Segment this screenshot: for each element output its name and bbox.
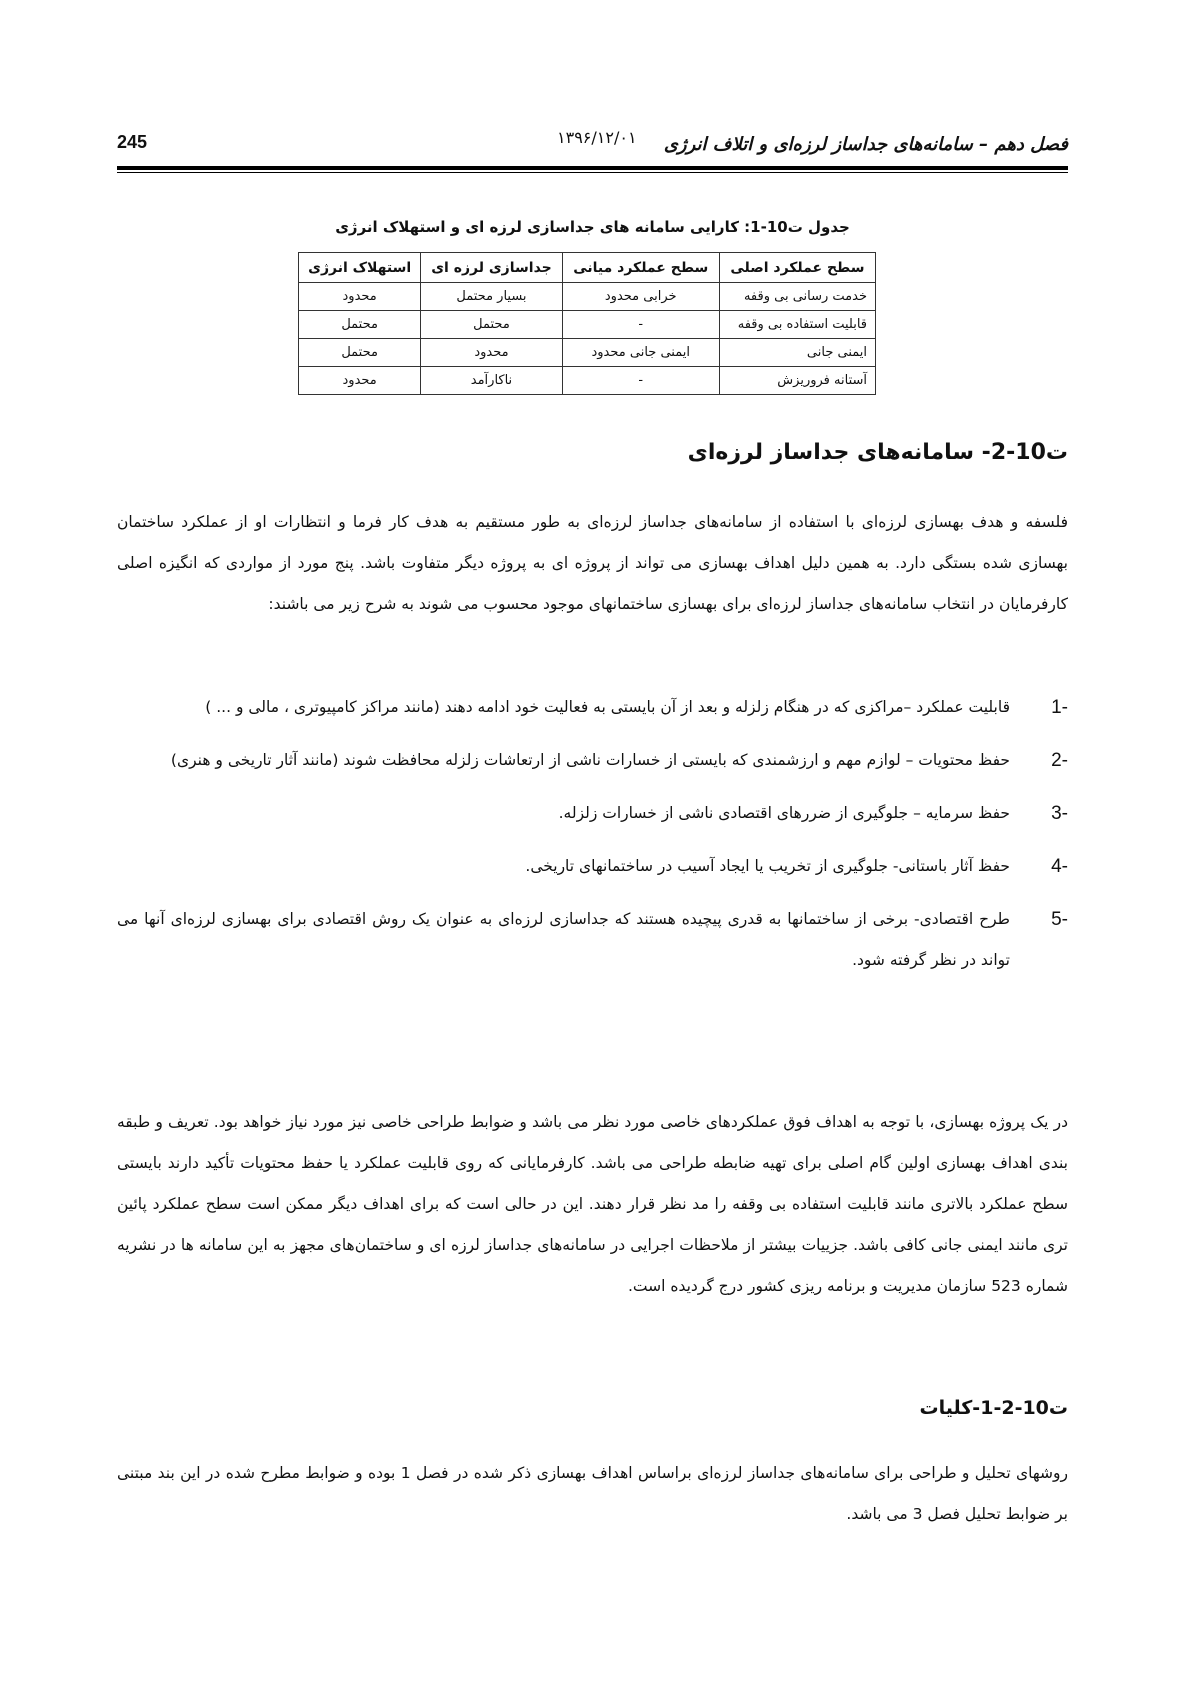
table-header-cell: استهلاک انرژی xyxy=(299,253,421,283)
table-header-row xyxy=(299,253,876,283)
list-item-number: -3 xyxy=(1051,803,1068,824)
table-cell: خدمت رسانی بی وقفه xyxy=(719,283,875,311)
intro-paragraph: فلسفه و هدف بهسازی لرزه‌ای با استفاده از سامانه‌های جداساز لرزه‌ای به طور مستقیم به هدف کار فرما و انتظارات او از عملکرد ساختمان بهسازی شده بستگی دارد. به همین دلیل اهداف بهسازی می تواند از پروژه ای به پروژه دیگر متفاوت باشد. پنج مورد از مواردی که انگیزه اصلی کارفرمایان در انتخاب سامانه‌های جداساز لرزه‌ای برای بهسازی ساختمانهای موجود محسوب می شوند به شرح زیر می باشند: xyxy=(117,513,1068,613)
list-item-text: قابلیت عملکرد –مراکزی که در هنگام زلزله و بعد از آن بایستی به فعالیت خود ادامه دهند (مانند مراکز کامپیوتری ، مالی و ... ) xyxy=(205,698,1010,716)
list-item xyxy=(117,793,1068,834)
table-cell: - xyxy=(562,367,719,395)
table-header-cell: سطح عملکرد اصلی xyxy=(719,253,875,283)
page-header xyxy=(117,128,1068,162)
table-cell: محتمل xyxy=(421,311,562,339)
table-row xyxy=(299,283,876,311)
list-item-number: -1 xyxy=(1051,697,1068,718)
list-item xyxy=(117,740,1068,781)
page-number: 245 xyxy=(117,132,148,152)
table-row xyxy=(299,339,876,367)
chapter-title: فصل دهم – سامانه‌های جداساز لرزه‌ای و اتلاف انرژی xyxy=(663,134,1068,155)
table-cell: بسیار محتمل xyxy=(421,283,562,311)
table-cell: محدود xyxy=(299,283,421,311)
table-cell: آستانه فروریزش xyxy=(719,367,875,395)
table-row xyxy=(299,311,876,339)
header-date: ۱۳۹۶/۱۲/۰۱ xyxy=(557,128,637,147)
subsection-heading: ت10-2-1-کلیات xyxy=(919,1397,1068,1419)
list-item xyxy=(117,687,1068,728)
list-item-text: حفظ سرمایه – جلوگیری از ضررهای اقتصادی ناشی از خسارات زلزله. xyxy=(558,804,1010,822)
table-cell: محدود xyxy=(299,367,421,395)
table-header-cell: جداسازی لرزه ای xyxy=(421,253,562,283)
table-cell: ایمنی جانی xyxy=(719,339,875,367)
table-cell: خرابی محدود xyxy=(562,283,719,311)
list-item xyxy=(117,899,1068,981)
list-item-text: حفظ آثار باستانی- جلوگیری از تخریب یا ایجاد آسیب در ساختمانهای تاریخی. xyxy=(525,857,1010,875)
list-item-text: طرح اقتصادی- برخی از ساختمانها به قدری پیچیده هستند که جداسازی لرزه‌ای به عنوان یک روش اقتصادی برای بهسازی لرزه‌ای آنها می تواند در نظر گرفته شود. xyxy=(117,910,1010,969)
performance-table xyxy=(298,252,876,395)
table-cell: ایمنی جانی محدود xyxy=(562,339,719,367)
table-cell: محتمل xyxy=(299,311,421,339)
list-item xyxy=(117,846,1068,887)
list-item-number: -4 xyxy=(1051,856,1068,877)
table-header-cell: سطح عملکرد میانی xyxy=(562,253,719,283)
numbered-list xyxy=(117,687,1068,993)
body-paragraph: در یک پروژه بهسازی، با توجه به اهداف فوق عملکردهای خاصی مورد نظر می باشد و ضوابط طراحی خاصی نیز مورد نیاز خواهد بود. تعریف و طبقه بندی اهداف بهسازی اولین گام اصلی برای تهیه ضابطه طراحی می باشد. کارفرمایانی که روی قابلیت عملکرد یا حفظ محتویات تأکید دارند بایستی سطح عملکرد بالاتری مانند قابلیت استفاده بی وقفه را مد نظر قرار دهند. این در حالی است که برای اهداف دیگر ممکن است سطح عملکرد پائین تری مانند ایمنی جانی کافی باشد. جزییات بیشتر از ملاحظات اجرایی در سامانه‌های جداساز لرزه ای و ساختمان‌های مجهز به این سامانه ها در نشریه شماره 523 سازمان مدیریت و برنامه ریزی کشور درج گردیده است. xyxy=(117,1113,1068,1295)
subsection-paragraph: روشهای تحلیل و طراحی برای سامانه‌های جداساز لرزه‌ای براساس اهداف بهسازی ذکر شده در فصل 1 بوده و ضوابط مطرح شده در این بند مبتنی بر ضوابط تحلیل فصل 3 می باشد. xyxy=(117,1464,1068,1523)
table-cell: محتمل xyxy=(299,339,421,367)
list-item-number: -5 xyxy=(1051,909,1068,930)
table-row xyxy=(299,367,876,395)
table-caption: جدول ت10-1: کارایی سامانه های جداسازی لرزه ای و استهلاک انرژی xyxy=(335,218,850,236)
section-heading: ت10-2- سامانه‌های جداساز لرزه‌ای xyxy=(687,440,1068,465)
table-cell: محدود xyxy=(421,339,562,367)
list-item-number: -2 xyxy=(1051,750,1068,771)
table-cell: ناکارآمد xyxy=(421,367,562,395)
table-cell: قابلیت استفاده بی وقفه xyxy=(719,311,875,339)
header-rule xyxy=(117,166,1068,173)
table-cell: - xyxy=(562,311,719,339)
list-item-text: حفظ محتویات – لوازم مهم و ارزشمندی که بایستی از خسارات ناشی از ارتعاشات زلزله محافظت شوند (مانند آثار تاریخی و هنری) xyxy=(170,751,1010,769)
